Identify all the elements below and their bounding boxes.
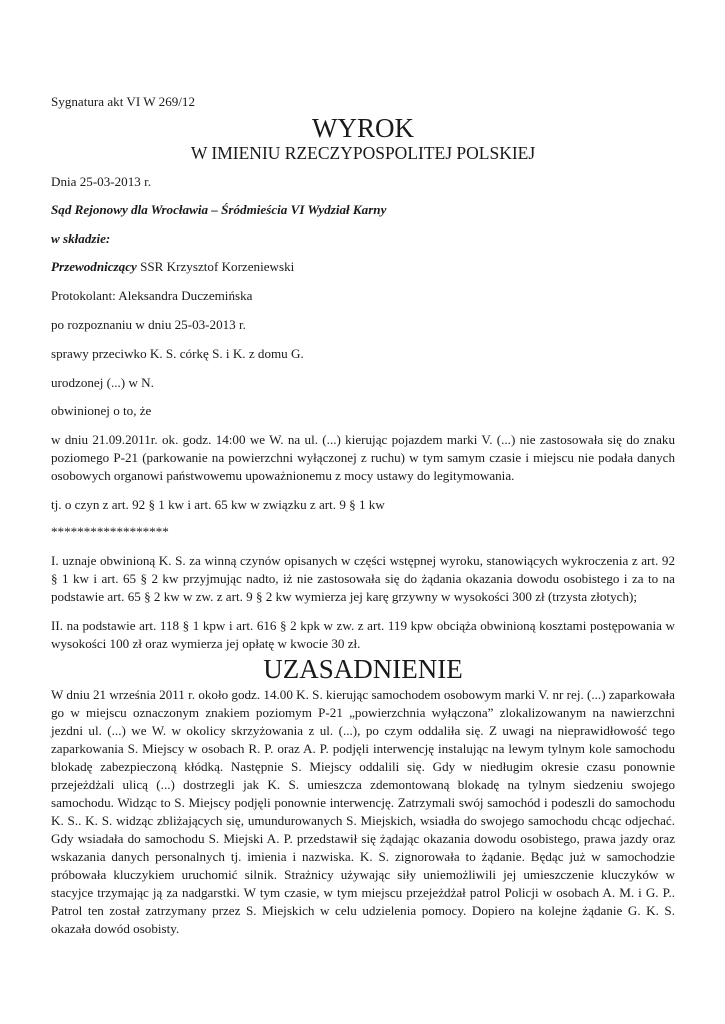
accused-of-line: obwinionej o to, że	[51, 403, 152, 418]
charge-paragraph: w dniu 21.09.2011r. ok. godz. 14:00 we W. na ul. (...) kierując pojazdem marki V. (...) nie zastosowała się do znaku poziomego P-21 (parkowanie na powierzchni wyłączonej z ruchu) w tym samym czasie i miejscu nie podała danych osobowych organowi państwowemu upoważnionemu z mocy ustawy do legitymowania.	[51, 432, 675, 483]
separator-stars: ******************	[51, 524, 169, 539]
case-signature: Sygnatura akt VI W 269/12	[51, 94, 196, 109]
justification-paragraph: W dniu 21 września 2011 r. około godz. 14.00 K. S. kierując samochodem osobowym marki V. nr rej. (...) zaparkowała go w miejscu oznaczonym znakiem poziomym P-21 „powierzchnia wyłączona” zlokalizowanym na nawierzchni jezdni ul. (...) we W. w okolicy skrzyżowania z ul. (...), po czym oddaliła się. Z uwagi na nieprawidłowość tego zaparkowania S. Miejscy w osobach R. P. oraz A. P. podjęli interwencję instalując na lewym tylnym kole samochodu blokadę zabezpieczoną kłódką. Następnie S. Miejscy oddalili się. Gdy w niedługim okresie czasu ponownie przejeżdżali ulicą (...) dostrzegli jak K. S. umieszcza zdemontowaną blokadę na tylnym siedzeniu swojego samochodu. Widząc to S. Miejscy podjęli ponownie interwencję. Zatrzymali swój samochód i podeszli do samochodu K. S.. K. S. widząc zbliżających się, umundurowanych S. Miejskich, wsiadła do swojego samochodu chcąc odjechać. Gdy wsiadała do samochodu S. Miejski A. P. przedstawił się żądając okazania dowodu osobistego, prawa jazdy oraz wskazania danych personalnych tj. imienia i nazwiska. K. S. zignorowała to żądanie. Będąc już w samochodzie próbowała kluczykiem uruchomić silnik. Strażnicy używając siły uniemożliwili jej umieszczenie kluczyków w stacyjce trzymając ją za nadgarstki. W tym czasie, w tym miejscu przejeżdżał patrol Policji w osobach A. M. i G. P.. Patrol ten został zatrzymany przez S. Miejskich w celu udzielenia pomocy. Dopiero na kolejne żądanie G. K. S. okazała dowód osobisty.	[51, 687, 675, 936]
clerk-line: Protokolant: Aleksandra Duczemińska	[51, 288, 253, 303]
verdict-point-1: I. uznaje obwinioną K. S. za winną czynów opisanych w części wstępnej wyroku, stanowiących wykroczenia z art. 92 § 1 kw i art. 65 § 2 kw przyjmując nadto, iż nie zastosowała się do żądania okazania dowodu osobistego i za to na podstawie art. 65 § 2 kw w zw. z art. 9 § 2 kw wymierza jej karę grzywny w wysokości 300 zł (trzysta złotych);	[51, 553, 675, 604]
birth-line: urodzonej (...) w N.	[51, 375, 154, 390]
document-subtitle: W IMIENIU RZECZYPOSPOLITEJ POLSKIEJ	[190, 143, 536, 163]
presiding-judge-line	[51, 258, 675, 276]
case-against-line: sprawy przeciwko K. S. córkę S. i K. z domu G.	[51, 346, 304, 361]
document-title: WYROK	[312, 113, 414, 143]
verdict-point-2: II. na podstawie art. 118 § 1 kpw i art. 616 § 2 kpk w zw. z art. 119 kpw obciąża obwinioną kosztami postępowania w wysokości 100 zł oraz wymierza jej opłatę w kwocie 30 zł.	[51, 618, 675, 651]
legal-basis-line: tj. o czyn z art. 92 § 1 kw i art. 65 kw w związku z art. 9 § 1 kw	[51, 497, 385, 512]
presiding-name: SSR Krzysztof Korzeniewski	[136, 259, 295, 274]
judgment-date: Dnia 25-03-2013 r.	[51, 174, 152, 189]
court-name: Sąd Rejonowy dla Wrocławia – Śródmieścia VI Wydział Karny	[51, 202, 387, 217]
hearing-date-line: po rozpoznaniu w dniu 25-03-2013 r.	[51, 317, 246, 332]
justification-title: UZASADNIENIE	[263, 654, 463, 684]
presiding-label: Przewodniczący	[51, 259, 137, 274]
composition-label: w składzie:	[51, 231, 111, 246]
